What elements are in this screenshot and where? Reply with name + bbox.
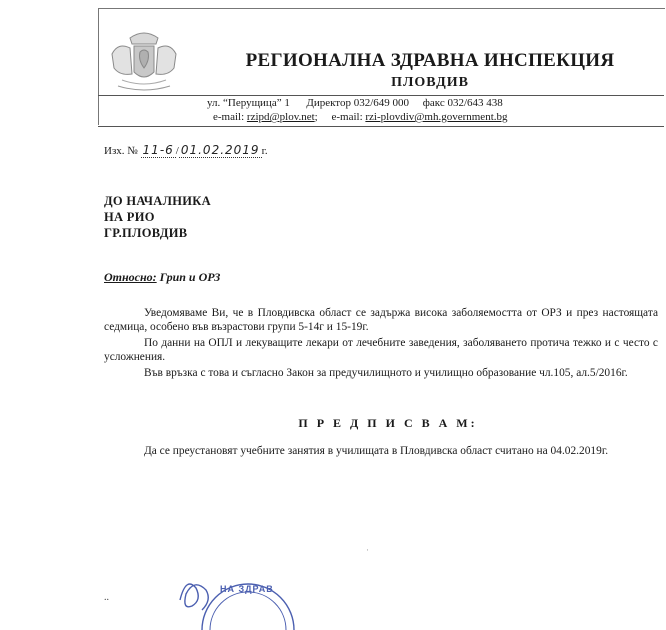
director-phone: 032/649 000 bbox=[353, 97, 410, 109]
organization-city: ПЛОВДИВ bbox=[391, 75, 469, 90]
subject-line bbox=[104, 270, 220, 285]
email2-label: e-mail: bbox=[331, 111, 363, 123]
reference-number: 11-6 bbox=[142, 143, 174, 157]
scan-mark: · bbox=[366, 545, 369, 555]
coat-of-arms-icon bbox=[104, 24, 184, 98]
stamp-text: НА ЗДРАВ bbox=[220, 584, 274, 594]
subject-text: Грип и ОРЗ bbox=[159, 270, 221, 284]
letterhead-bottom-rule bbox=[98, 126, 664, 127]
official-stamp-icon bbox=[172, 570, 302, 630]
address-text: ул. “Перущица” 1 bbox=[207, 97, 290, 109]
order-heading: П Р Е Д П И С В А М: bbox=[298, 416, 478, 430]
subject-label: Относно: bbox=[104, 270, 157, 284]
organization-name: РЕГИОНАЛНА ЗДРАВНА ИНСПЕКЦИЯ bbox=[245, 50, 615, 71]
addressee-line-3: ГР.ПЛОВДИВ bbox=[104, 226, 188, 240]
letterhead-divider bbox=[98, 95, 664, 96]
body-paragraph-4: Да се преустановят учебните занятия в училищата в Пловдивска област считано на 04.02.2019г. bbox=[144, 445, 609, 457]
contact-line-emails: e-mail: rzipd@plov.net; e-mail: rzi-plovdiv@mh.government.bg bbox=[213, 111, 508, 123]
email1-link[interactable]: rzipd@plov.net bbox=[246, 111, 315, 123]
body-paragraph-1: Уведомяваме Ви, че в Пловдивска област се задържа висока заболяемостта от ОРЗ и през настоящата седмица, особено във възрастови групи 5-14г и 15-19г. bbox=[104, 307, 658, 333]
email2-link[interactable]: rzi-plovdiv@mh.government.bg bbox=[365, 111, 508, 123]
addressee-line-1: ДО НАЧАЛНИКА bbox=[104, 194, 211, 208]
outgoing-reference: Изх. № 11-6 / 01.02.2019 г. bbox=[104, 143, 268, 157]
body-paragraph-2: По данни на ОПЛ и лекуващите лекари от лечебните заведения, заболяването протича тежко и с често с усложнения. bbox=[104, 337, 658, 363]
reference-prefix: Изх. № bbox=[104, 145, 138, 157]
reference-date: 01.02.2019 bbox=[180, 143, 260, 157]
body-paragraph-3: Във връзка с това и съгласно Закон за предучилищното и училищно образование чл.105, ал.5/2016г. bbox=[144, 367, 628, 379]
director-label: Директор bbox=[306, 97, 351, 109]
fax-label: факс bbox=[422, 97, 445, 109]
contact-line-phones bbox=[207, 97, 503, 109]
signature-line-marker: .. bbox=[104, 592, 109, 603]
addressee-line-2: НА РИО bbox=[104, 210, 155, 224]
reference-suffix: г. bbox=[261, 145, 268, 157]
email1-label: e-mail: bbox=[213, 111, 245, 123]
fax-number: 032/643 438 bbox=[447, 97, 503, 109]
